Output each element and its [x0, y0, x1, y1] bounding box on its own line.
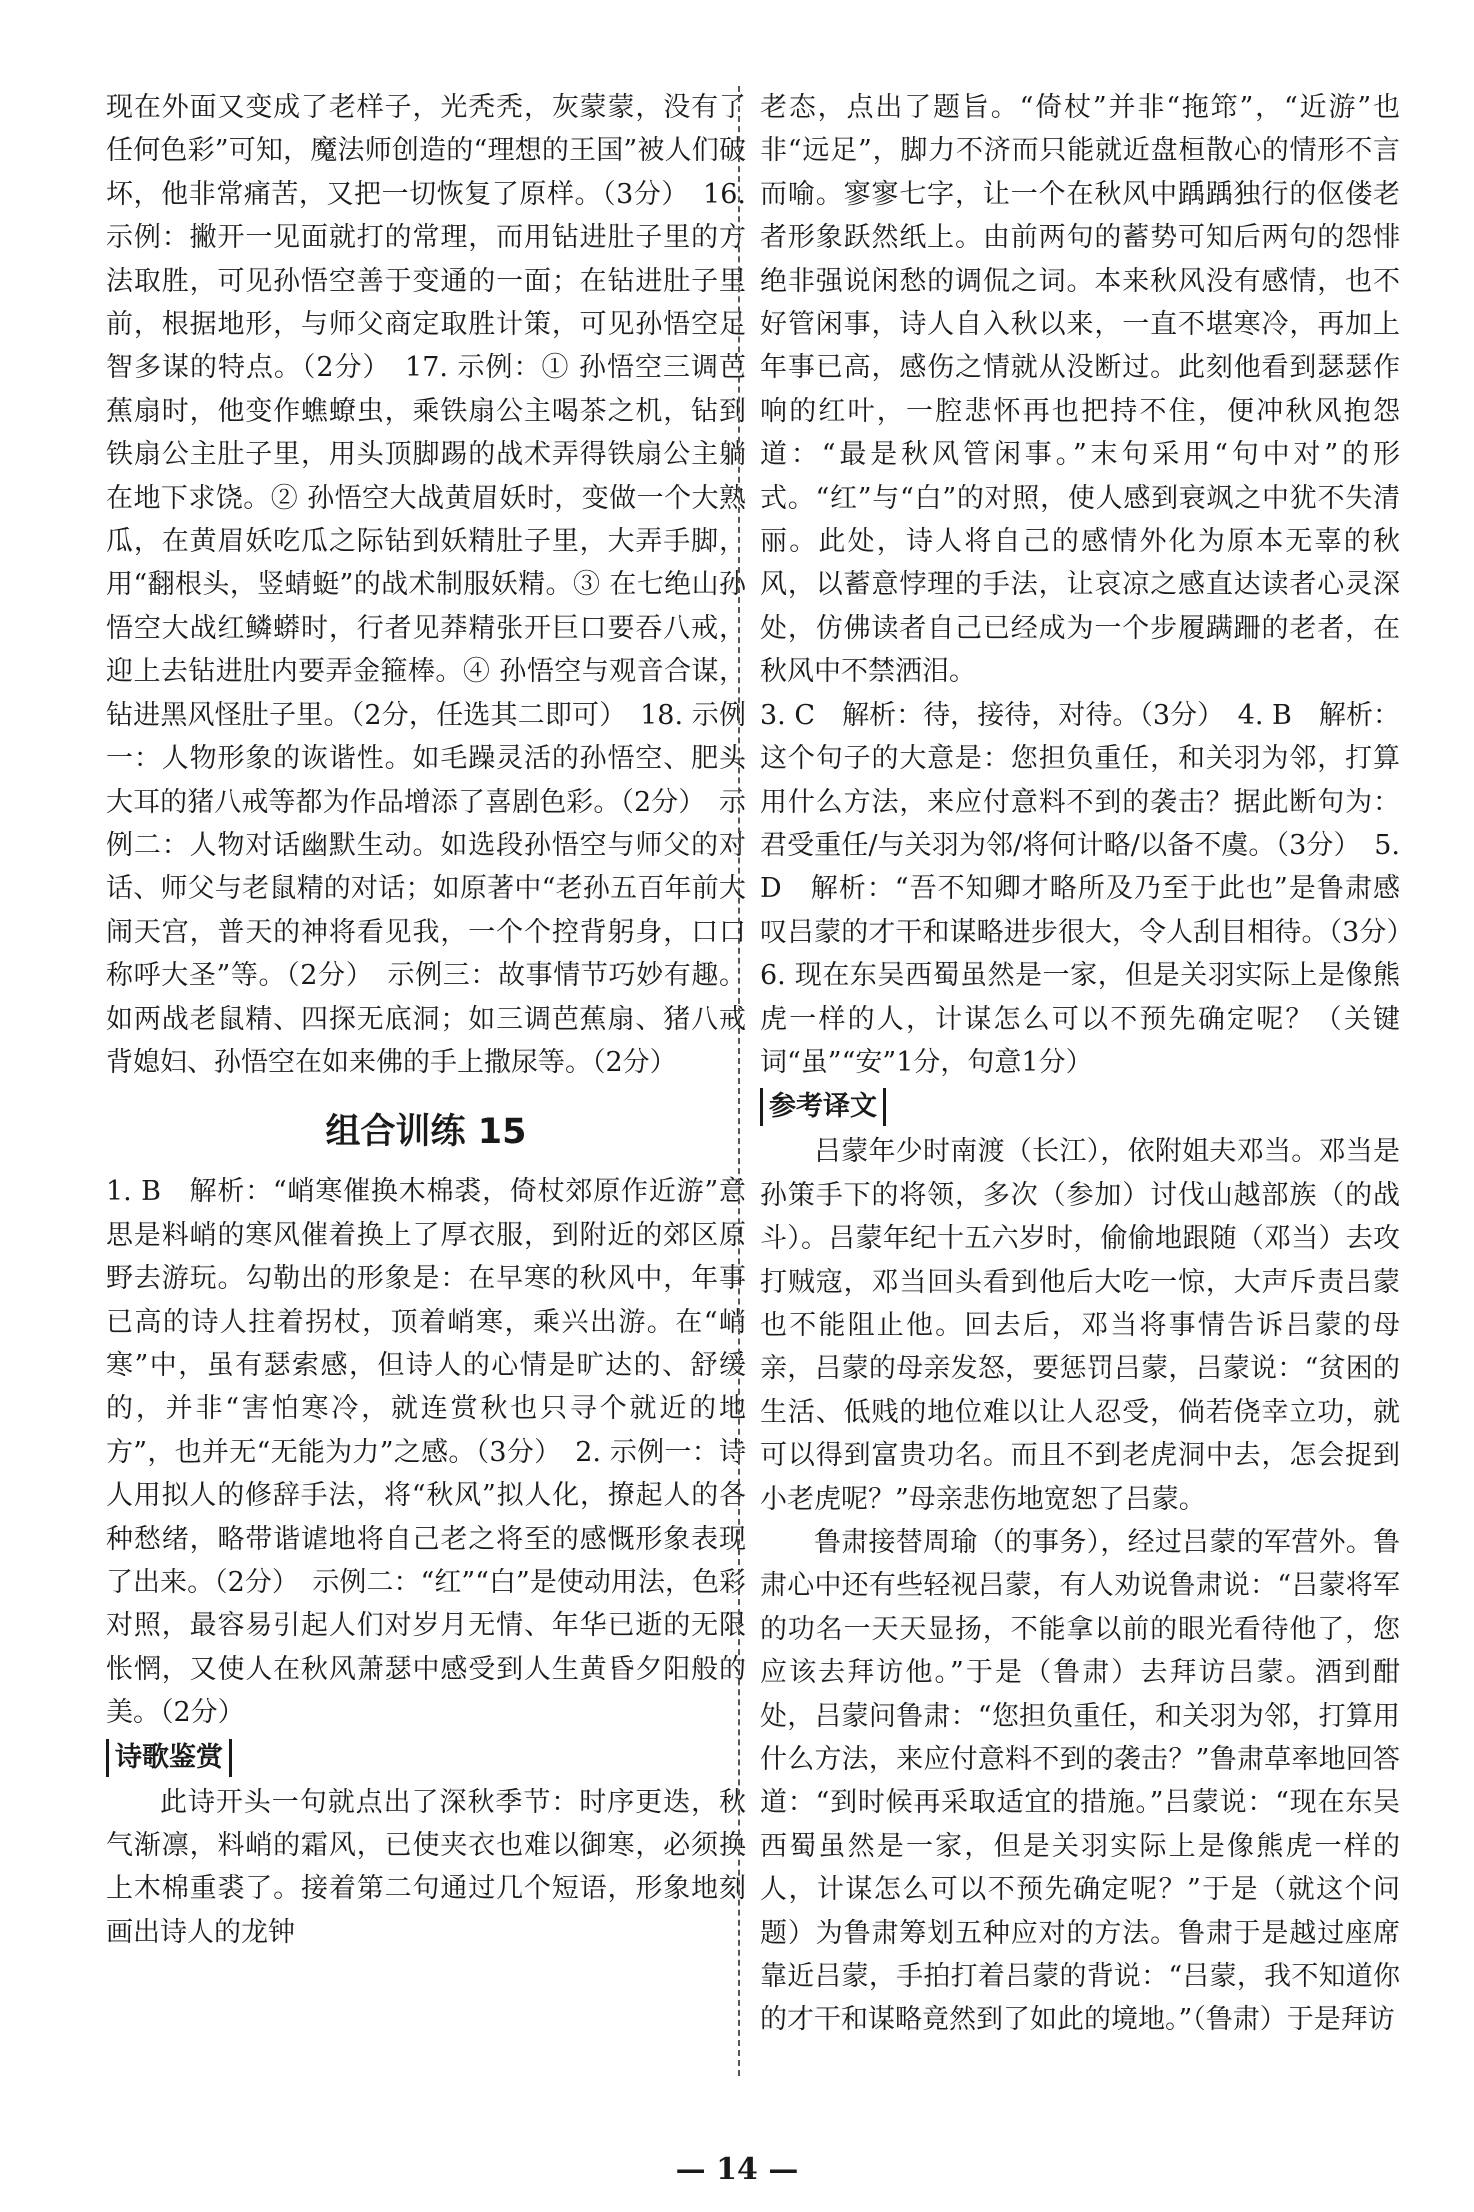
right-answers-3-6: 3. C 解析：待，接待，对待。（3分） 4. B 解析：这个句子的大意是：您担负重任，和关羽为邻，打算用什么方法，来应付意料不到的袭击？据此断句为：君受重任/与关羽为邻/将何计略/以备不虞。（3分） 5. D 解析：“吾不知卿才略所及乃至于此也”是鲁肃感叹吕蒙的才干和谋略进步很大，令人刮目相待。（3分） 6. 现在东吴西蜀虽然是一家，但是关羽实际上是像熊虎一样的人，计谋怎么可以不预先确定呢？（关键词“虽”“安”1分，句意1分） [760, 699, 1427, 1078]
translation-paragraph: 吕蒙年少时南渡（长江），依附姐夫邓当。邓当是孙策手下的将领，多次（参加）讨伐山越部族（的战斗）。吕蒙年纪十五六岁时，偷偷地跟随（邓当）去攻打贼寇，邓当回头看到他后大吃一惊，大声斥责吕蒙也不能阻止他。回去后，邓当将事情告诉吕蒙的母亲，吕蒙的母亲发怒，要惩罚吕蒙，吕蒙说：“贫困的生活、低贱的地位难以让人忍受，倘若侥幸立功，就可以得到富贵功名。而且不到老虎洞中去，怎会捉到小老虎呢？”母亲悲伤地宽恕了吕蒙。 [760, 1136, 1400, 1515]
poetry-appreciation-label: 诗歌鉴赏 [106, 1739, 232, 1777]
reference-translation-label: 参考译文 [760, 1088, 886, 1126]
right-column [760, 86, 1427, 2042]
section-title: 组合训练 15 [325, 1112, 527, 1153]
footer-dash-left: — [675, 2152, 706, 2187]
translation-paragraph: 鲁肃接替周瑜（的事务），经过吕蒙的军营外。鲁肃心中还有些轻视吕蒙，有人劝说鲁肃说：“吕蒙将军的功名一天天显扬，不能拿以前的眼光看待他了，您应该去拜访他。”于是（鲁肃）去拜访吕蒙。酒到酣处，吕蒙问鲁肃：“您担负重任，和关羽为邻，打算用什么方法，来应付意料不到的袭击？”鲁肃草率地回答道：“到时候再采取适宜的措施。”吕蒙说：“现在东吴西蜀虽然是一家，但是关羽实际上是像熊虎一样的人，计谋怎么可以不预先确定呢？”于是（就这个问题）为鲁肃筹划五种应对的方法。鲁肃于是越过座席靠近吕蒙，手拍打着吕蒙的背说：“吕蒙，我不知道你的才干和谋略竟然到了如此的境地。”（鲁肃）于是拜访 [760, 1527, 1400, 2036]
column-divider [738, 86, 740, 2076]
poetry-appreciation-text: 此诗开头一句就点出了深秋季节：时序更迭，秋气渐凛，料峭的霜风，已使夹衣也难以御寒，必须换上木棉重裘了。接着第二句通过几个短语，形象地刻画出诗人的龙钟 [106, 1786, 746, 1948]
left-column [106, 86, 746, 1954]
page-number: 14 [716, 2152, 758, 2187]
left-answers-1-2: 1. B 解析：“峭寒催换木棉裘，倚杖郊原作近游”意思是料峭的寒风催着换上了厚衣服，到附近的郊区原野去游玩。勾勒出的形象是：在早寒的秋风中，年事已高的诗人拄着拐杖，顶着峭寒，乘兴出游。在“峭寒”中，虽有瑟索感，但诗人的心情是旷达的、舒缓的，并非“害怕寒冷，就连赏秋也只寻个就近的地方”，也并无“无能为力”之感。（3分） 2. 示例一：诗人用拟人的修辞手法，将“秋风”拟人化，撩起人的各种愁绪，略带谐谑地将自己老之将至的感慨形象表现了出来。（2分） 示例二：“红”“白”是使动用法，色彩对照，最容易引起人们对岁月无情、年华已逝的无限怅惘，又使人在秋风萧瑟中感受到人生黄昏夕阳般的美。（2分） [106, 1176, 746, 1729]
poetry-appreciation-continued: 老态，点出了题旨。“倚杖”并非“拖筇”，“近游”也非“远足”，脚力不济而只能就近盘桓散心的情形不言而喻。寥寥七字，让一个在秋风中踽踽独行的伛偻老者形象跃然纸上。由前两句的蓄势可知后两句的怨悱绝非强说闲愁的调侃之词。本来秋风没有感情，也不好管闲事，诗人自入秋以来，一直不堪寒冷，再加上年事已高，感伤之情就从没断过。此刻他看到瑟瑟作响的红叶，一腔悲怀再也把持不住，便冲秋风抱怨道：“最是秋风管闲事。”末句采用“句中对”的形式。“红”与“白”的对照，使人感到衰飒之中犹不失清丽。此处，诗人将自己的感情外化为原本无辜的秋风，以蓄意悖理的手法，让哀凉之感直达读者心灵深处，仿佛读者自己已经成为一个步履蹒跚的老者，在秋风中不禁洒泪。 [760, 92, 1400, 688]
page-footer [0, 2152, 1474, 2187]
left-answers-16-18: 现在外面又变成了老样子，光秃秃，灰蒙蒙，没有了任何色彩”可知，魔法师创造的“理想的王国”被人们破坏，他非常痛苦，又把一切恢复了原样。（3分） 16. 示例：撇开一见面就打的常理，而用钻进肚子里的方法取胜，可见孙悟空善于变通的一面；在钻进肚子里前，根据地形，与师父商定取胜计策，可见孙悟空足智多谋的特点。（2分） 17. 示例：① 孙悟空三调芭蕉扇时，他变作蟭蟟虫，乘铁扇公主喝茶之机，钻到铁扇公主肚子里，用头顶脚踢的战术弄得铁扇公主躺在地下求饶。② 孙悟空大战黄眉妖时，变做一个大熟瓜，在黄眉妖吃瓜之际钻到妖精肚子里，大弄手脚，用“翻根头，竖蜻蜓”的战术制服妖精。③ 在七绝山孙悟空大战红鳞蟒时，行者见莽精张开巨口要吞八戒，迎上去钻进肚内要弄金箍棒。④ 孙悟空与观音合谋，钻进黑风怪肚子里。（2分，任选其二即可） 18. 示例一：人物形象的诙谐性。如毛躁灵活的孙悟空、肥头大耳的猪八戒等都为作品增添了喜剧色彩。（2分） 示例二：人物对话幽默生动。如选段孙悟空与师父的对话、师父与老鼠精的对话；如原著中“老孙五百年前大闹天宫，普天的神将看见我，一个个控背躬身，口口称呼大圣”等。（2分） 示例三：故事情节巧妙有趣。如两战老鼠精、四探无底洞；如三调芭蕉扇、猪八戒背媳妇、孙悟空在如来佛的手上撒尿等。（2分） [106, 92, 746, 1078]
footer-dash-right: — [768, 2152, 799, 2187]
